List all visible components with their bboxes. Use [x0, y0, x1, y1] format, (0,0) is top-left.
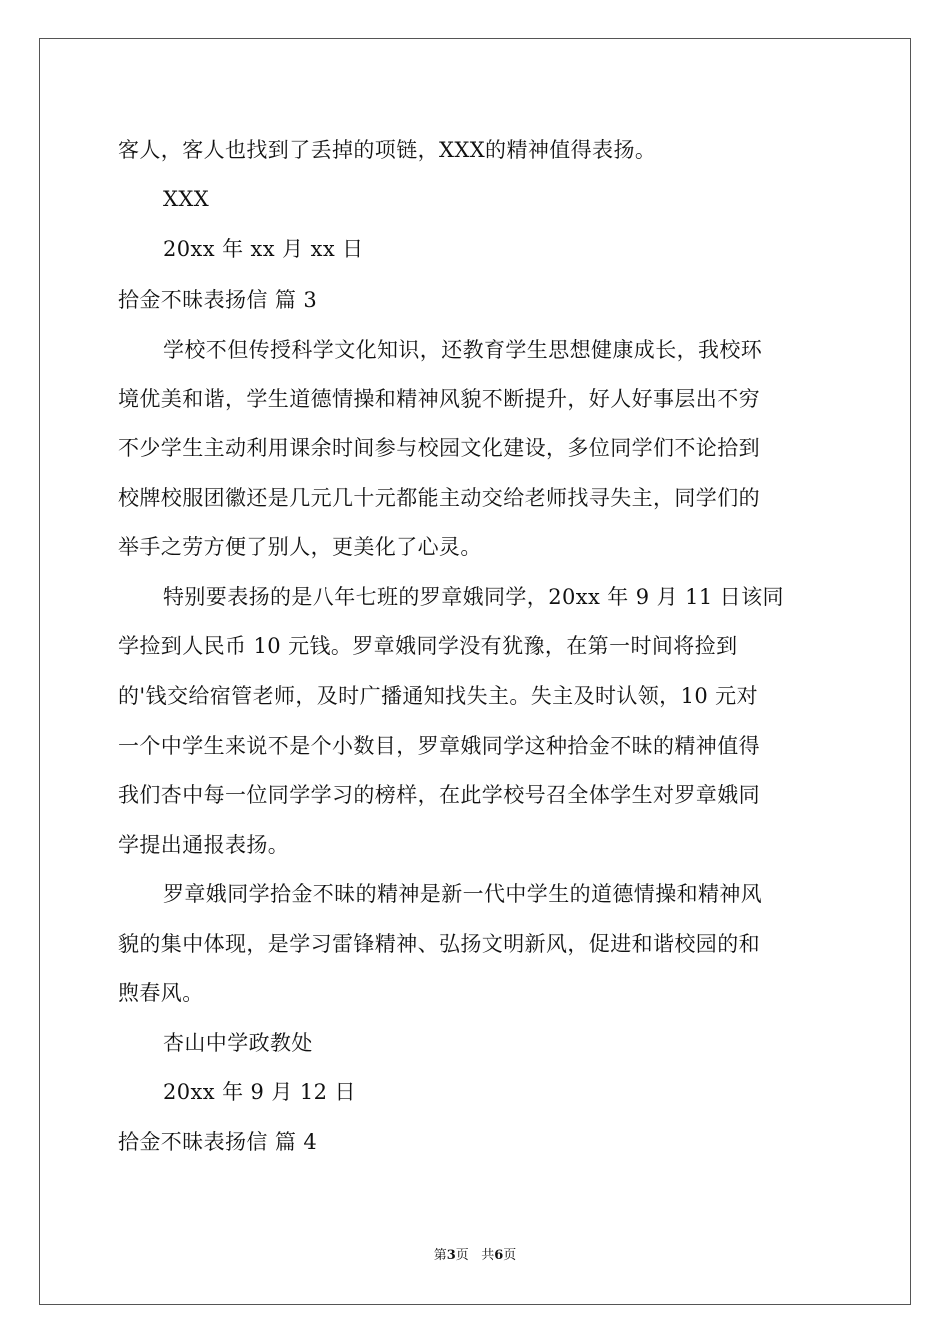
- page-prefix: 第: [433, 1248, 447, 1263]
- signature-date: 20xx 年 xx 月 xx 日: [163, 237, 364, 261]
- body-line: 境优美和谐，学生道德情操和精神风貌不断提升，好人好事层出不穷: [118, 387, 760, 411]
- page-footer: [0, 1248, 950, 1264]
- page-total: 6: [494, 1248, 504, 1263]
- body-line: 特别要表扬的是八年七班的罗章娥同学，20xx 年 9 月 11 日该同: [163, 585, 784, 609]
- section-heading: 拾金不昧表扬信 篇 4: [118, 1130, 318, 1154]
- body-line: 学校不但传授科学文化知识，还教育学生思想健康成长，我校环: [163, 338, 763, 362]
- section-heading: 拾金不昧表扬信 篇 3: [118, 288, 318, 312]
- body-line: 客人，客人也找到了丢掉的项链，XXX的精神值得表扬。: [118, 138, 657, 162]
- signature-date: 20xx 年 9 月 12 日: [163, 1080, 356, 1104]
- body-line: 举手之劳方便了别人，更美化了心灵。: [118, 535, 482, 559]
- body-line: 不少学生主动利用课余时间参与校园文化建设，多位同学们不论拾到: [118, 436, 760, 460]
- signature-org: 杏山中学政教处: [163, 1031, 313, 1055]
- total-suffix: 页: [503, 1248, 517, 1263]
- body-line: 学提出通报表扬。: [118, 833, 290, 857]
- signature-name: XXX: [163, 187, 210, 211]
- body-line: 煦春风。: [118, 981, 204, 1005]
- page-border: [39, 38, 911, 1305]
- body-line: 学捡到人民币 10 元钱。罗章娥同学没有犹豫，在第一时间将捡到: [118, 634, 738, 658]
- body-line: 校牌校服团徽还是几元几十元都能主动交给老师找寻失主，同学们的: [118, 486, 760, 510]
- body-line: 的'钱交给宿管老师，及时广播通知找失主。失主及时认领，10 元对: [118, 684, 758, 708]
- page-current: 3: [446, 1248, 456, 1263]
- total-prefix: 共: [481, 1248, 495, 1263]
- page-suffix: 页: [455, 1248, 469, 1263]
- body-line: 我们杏中每一位同学学习的榜样，在此学校号召全体学生对罗章娥同: [118, 783, 760, 807]
- body-line: 一个中学生来说不是个小数目，罗章娥同学这种拾金不昧的精神值得: [118, 734, 760, 758]
- body-line: 罗章娥同学拾金不昧的精神是新一代中学生的道德情操和精神风: [163, 882, 763, 906]
- body-line: 貌的集中体现，是学习雷锋精神、弘扬文明新风，促进和谐校园的和: [118, 932, 760, 956]
